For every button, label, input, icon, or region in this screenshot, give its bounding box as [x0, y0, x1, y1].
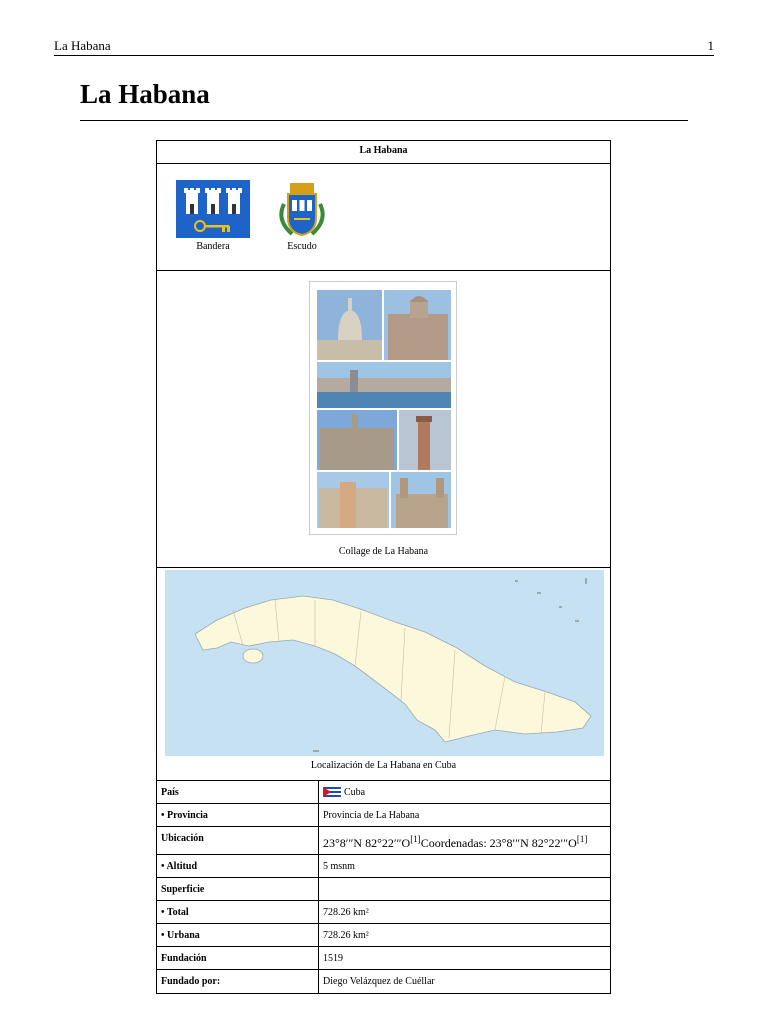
infobox-collage: [157, 271, 610, 568]
page-title: La Habana: [80, 76, 688, 121]
row-pais: [157, 781, 610, 804]
row-label: País: [157, 781, 319, 803]
row-ubicacion: [157, 827, 610, 855]
map-caption: Localización de La Habana en Cuba: [310, 760, 457, 771]
collage-caption: Collage de La Habana: [338, 546, 429, 557]
running-head-title: La Habana: [54, 38, 111, 53]
infobox-header: La Habana: [157, 141, 610, 164]
row-total: [157, 901, 610, 924]
shield-caption: Escudo: [287, 241, 317, 252]
shield-figure: [271, 180, 333, 252]
cuba-map[interactable]: [165, 570, 604, 756]
row-value: 728.26 km²: [323, 907, 369, 918]
shield-image[interactable]: [274, 180, 330, 238]
row-value: [319, 878, 610, 900]
collage-image[interactable]: [310, 282, 456, 534]
infobox: [156, 140, 611, 994]
collage-frame: [309, 281, 457, 535]
row-label: • Provincia: [157, 804, 319, 826]
row-label: Fundación: [157, 947, 319, 969]
row-provincia: [157, 804, 610, 827]
page-number: 1: [707, 38, 714, 53]
row-urbana: [157, 924, 610, 947]
row-label: • Urbana: [157, 924, 319, 946]
row-fundado-por: [157, 970, 610, 993]
row-value: 5 msnm: [323, 861, 355, 872]
row-fundacion: [157, 947, 610, 970]
infobox-map: [157, 568, 610, 781]
ref-link[interactable]: [1]: [576, 834, 588, 844]
country-link[interactable]: Cuba: [344, 787, 366, 798]
row-value: 1519: [323, 953, 343, 964]
coordinates[interactable]: 23°8′″N 82°22′″O: [323, 836, 411, 850]
founder-link[interactable]: Diego Velázquez de Cuéllar: [323, 976, 435, 987]
row-value: 728.26 km²: [323, 930, 369, 941]
row-label: Ubicación: [157, 827, 319, 854]
row-label: • Total: [157, 901, 319, 923]
row-label: Superficie: [157, 878, 319, 900]
row-altitud: [157, 855, 610, 878]
row-value: Provincia de La Habana: [323, 810, 420, 821]
flag-figure: [175, 180, 251, 252]
row-label: Fundado por:: [157, 970, 319, 993]
cuba-flag-icon: [323, 787, 341, 797]
running-head: [54, 38, 714, 56]
flag-caption: Bandera: [196, 241, 230, 252]
infobox-symbols: [157, 164, 610, 271]
flag-image[interactable]: [176, 180, 250, 238]
row-label: • Altitud: [157, 855, 319, 877]
coordinates-label[interactable]: Coordenadas: 23°8′″N 82°22′″O: [420, 836, 577, 850]
ref-link[interactable]: [1]: [410, 834, 421, 844]
row-superficie: [157, 878, 610, 901]
